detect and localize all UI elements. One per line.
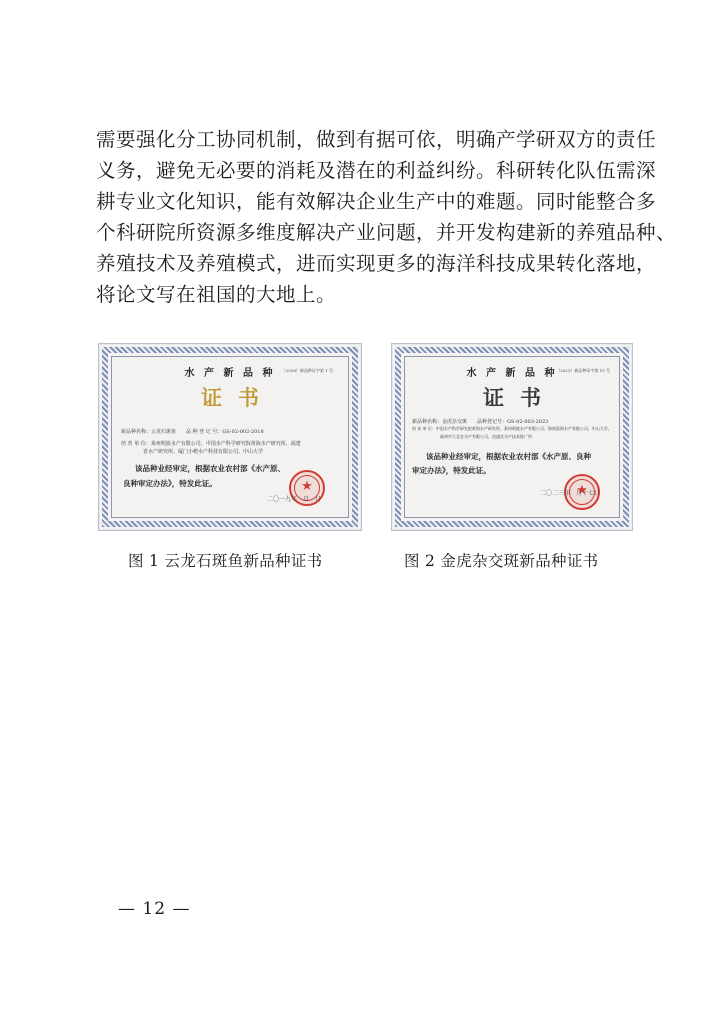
certificate-name-row: 新品种名称：云龙石斑鱼 品 种 登 记 号：GS-02-002-2018 <box>121 429 264 435</box>
certificate-body-text: 该品种业经审定，根据农业农村部《水产原、良种 <box>426 452 591 461</box>
certificate-title: 水 产 新 品 种 <box>466 368 558 379</box>
certificate-image-1 <box>98 343 362 531</box>
certificate-breeder-row: 省水产研究所、厦门小嶝水产科技有限公司、中山大学 <box>143 449 264 455</box>
certificate-heading: 证书 <box>201 385 275 410</box>
certificate-name-row: 新品种名称：金虎杂交斑 品种登记号：GS-02-003-2023 <box>412 419 549 425</box>
figure-caption-2: 图 2 金虎杂交斑新品种证书 <box>404 552 599 570</box>
certificate-breeder-row: 培 育 单 位：中国水产科学研究院黄海水产研究所、莱州明波水产有限公司、海南晨海水产有限公司、中山大学、 <box>412 426 612 431</box>
certificate-heading: 证书 <box>483 385 557 410</box>
paragraph-line: 将论文写在祖国的大地上。 <box>96 283 337 306</box>
certificate-title: 水 产 新 品 种 <box>184 368 276 379</box>
certificate-breeder-row: 福州市大北农水产有限公司、昌盛沈水产技术推广所 <box>412 434 532 439</box>
page-number: — 12 — <box>118 899 191 919</box>
paragraph-line: 个科研院所资源多维度解决产业问题，并开发构建新的养殖品种、 <box>96 221 677 244</box>
paragraph-line: 耕专业文化知识，能有效解决企业生产中的难题。同时能整合多 <box>96 190 657 213</box>
certificate-body-text: 该品种业经审定，根据农业农村部《水产原、 <box>135 464 285 473</box>
certificate-image-2 <box>391 343 633 531</box>
body-paragraph <box>96 124 677 310</box>
paragraph-line: 养殖技术及养殖模式，进而实现更多的海洋科技成果转化落地， <box>96 252 657 275</box>
figure-caption-1: 图 1 云龙石斑鱼新品种证书 <box>128 552 323 570</box>
certificate-breeder-row: 培 育 单 位：莱州明波水产有限公司、中国水产科学研究院黄海水产研究所、福建 <box>121 441 301 447</box>
certificate-ref: （2023）新品种证字第 15 号 <box>556 368 610 373</box>
certificate-body-text: 审定办法》，特发此证。 <box>412 466 491 475</box>
certificate-body-text: 良种审定办法》，特发此证。 <box>123 479 217 488</box>
paragraph-line: 需要强化分工协同机制，做到有据可依，明确产学研双方的责任 <box>96 128 657 151</box>
paragraph-line: 义务，避免无必要的消耗及潜在的利益纠纷。科研转化队伍需深 <box>96 159 657 182</box>
certificate-ref: （2018）新品种证字第 1 号 <box>281 368 333 373</box>
certificate-date: 二〇一九年 月 日 <box>267 496 322 503</box>
certificate-date: 二〇二三年 月十七日 <box>540 490 601 497</box>
